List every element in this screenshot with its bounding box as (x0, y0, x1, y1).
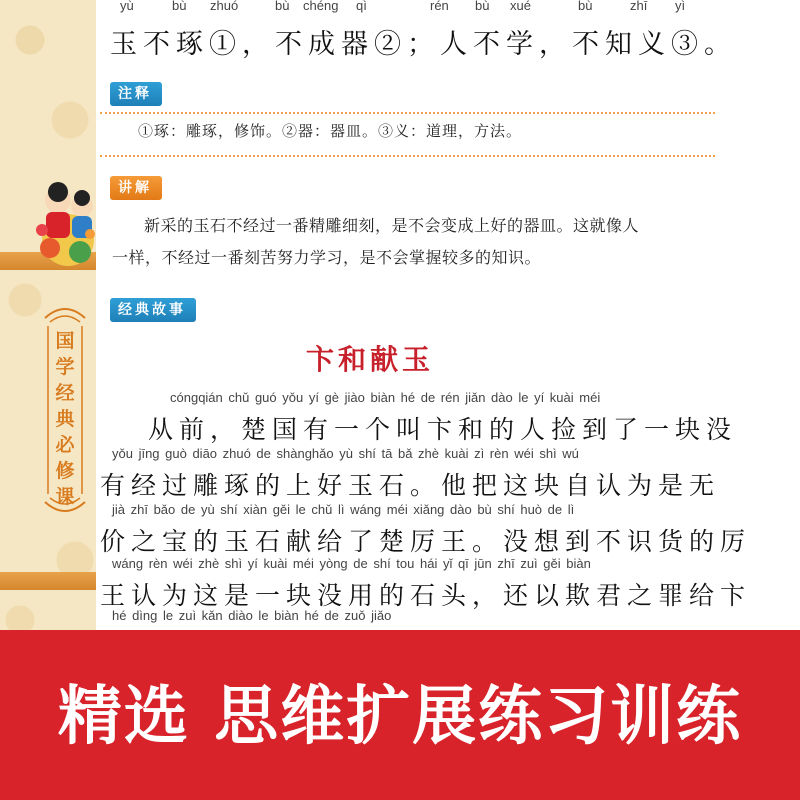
dotted-divider (100, 155, 715, 157)
story-text: 价之宝的玉石献给了楚厉王。没想到不识货的厉 (100, 527, 752, 556)
pinyin-syllable: chéng (303, 0, 339, 13)
explain-paragraph (112, 210, 722, 242)
pinyin-syllable: zhī (630, 0, 648, 13)
pinyin-text: cóngqián chǔ guó yǒu yí gè jiào biàn hé de rén jiǎn dào le yí kuài méi (170, 390, 601, 405)
sidebar-vertical-title (50, 328, 80, 510)
pinyin-text: wáng rèn wéi zhè shì yí kuài méi yòng de shí tou hái yǐ qī jūn zhī zuì gěi biàn (112, 556, 591, 571)
story-title: 卞和献玉 (305, 343, 434, 376)
pinyin-syllable: zhuó (210, 0, 239, 13)
sidebar-title-char: 必 (55, 434, 75, 456)
explain-paragraph-cont (112, 242, 722, 274)
sidebar-title-char: 经 (55, 382, 75, 404)
sidebar-title-char: 修 (55, 460, 75, 482)
story-text: 从前，楚国有一个叫卞和的人捡到了一块没 (148, 415, 738, 444)
notes-text: ①琢：雕琢，修饰。②器：器皿。③义：道理，方法。 (138, 122, 523, 140)
pinyin-text: hé dìng le zuì kǎn diào le biàn hé de zuǒ jiǎo (112, 608, 392, 623)
sidebar-title-char: 典 (55, 408, 75, 430)
sidebar-title-char: 国 (55, 330, 75, 352)
pinyin-syllable: bù (275, 0, 290, 13)
sidebar-band (0, 572, 96, 590)
page-content (100, 0, 800, 660)
pinyin-syllable: bù (475, 0, 490, 13)
pinyin-text: yǒu jīng guò diāo zhuó de shànghǎo yù shí tā bǎ zhè kuài zì rèn wéi shì wú (112, 446, 579, 461)
kids-illustration (28, 170, 96, 270)
pinyin-syllable: rén (430, 0, 449, 13)
explain-line: 一样，不经过一番刻苦努力学习，是不会掌握较多的知识。 (112, 248, 542, 267)
sidebar-title-char: 课 (55, 486, 75, 508)
notes-tag-label: 注释 (118, 86, 152, 102)
sidebar-title-char: 学 (55, 356, 75, 378)
pinyin-text: jià zhī bǎo de yù shí xiàn gěi le chǔ lì wáng méi xiǎng dào bù shí huò de lì (112, 502, 575, 517)
explain-tag (110, 176, 162, 200)
story-text: 王认为这是一块没用的石头，还以欺君之罪给卞 (100, 581, 752, 610)
promo-banner-text: 精选 思维扩展练习训练 (57, 680, 743, 754)
story-tag (110, 298, 196, 322)
story-tag-label: 经典故事 (118, 302, 186, 318)
pinyin-syllable: xué (510, 0, 531, 13)
pinyin-syllable: yù (120, 0, 134, 13)
pinyin-syllable: yì (675, 0, 686, 13)
pinyin-syllable: qì (356, 0, 367, 13)
dotted-divider (100, 112, 715, 114)
explain-line: 新采的玉石不经过一番精雕细刻，是不会变成上好的器皿。这就像人 (144, 216, 640, 235)
pinyin-syllable: bù (578, 0, 593, 13)
verse-text: 玉不琢①，不成器②；人不学，不知义③。 (110, 29, 737, 60)
explain-tag-label: 讲解 (118, 180, 152, 196)
notes-tag (110, 82, 162, 106)
story-text: 有经过雕琢的上好玉石。他把这块自认为是无 (100, 471, 721, 500)
decorative-sidebar (0, 0, 96, 660)
pinyin-syllable: bù (172, 0, 187, 13)
